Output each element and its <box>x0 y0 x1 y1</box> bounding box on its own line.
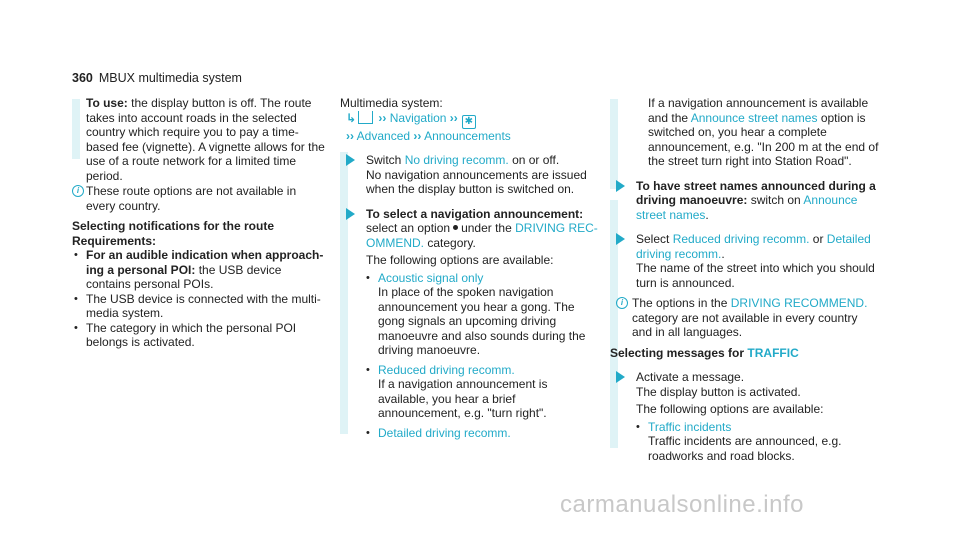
step-4: Select Reduced driving recomm. or Detailed driving recomm.. The name of the street into which you should turn is announced. <box>610 232 880 290</box>
step2-c: category. <box>427 235 476 250</box>
note2-b: category are not available in every country and in all languages. <box>632 310 858 339</box>
column-3 <box>610 96 880 463</box>
note2-a: The options in the <box>632 296 728 310</box>
step2-bold: To select a navigation announcement: <box>366 206 584 221</box>
chevron-icon: ›› <box>413 128 422 143</box>
gear-icon: ✱ <box>462 115 476 129</box>
note-text: These route options are not available in every country. <box>86 184 297 213</box>
watermark: carmanualsonline.info <box>560 491 804 518</box>
opt3-label[interactable]: Detailed driving recomm. <box>378 425 511 440</box>
traffic-heading-a: Selecting messages for <box>610 345 745 360</box>
opt1-label[interactable]: Acoustic signal only <box>378 270 484 285</box>
step-3: To have street names announced during a driving manoeuvre: switch on Announce street names. <box>610 179 880 223</box>
chevron-icon: ›› <box>346 128 354 143</box>
p1-b: option is switched on, you hear a complete announcement, e.g. "In 200 m at the end of the street turn right into Station Road". <box>648 110 879 168</box>
home-icon <box>358 111 373 124</box>
page-header <box>72 71 242 86</box>
step-5 <box>610 370 880 463</box>
step4-link2[interactable]: Detailed driving recomm. <box>636 232 871 261</box>
col3-option-1 <box>636 420 880 464</box>
column-1 <box>72 96 326 350</box>
step4-link1[interactable]: Reduced driving recomm. <box>672 232 810 246</box>
step3-a: switch on <box>750 193 801 207</box>
to-use-para <box>86 96 326 183</box>
step-arrow-icon <box>346 208 355 220</box>
step2-link[interactable]: DRIVING REC-OMMEND. <box>366 221 598 250</box>
path-navigation[interactable]: Navigation <box>389 110 447 125</box>
step4-b: The name of the street into which you should turn is announced. <box>636 261 875 290</box>
requirements-label: Requirements: <box>72 233 157 248</box>
path-arrow-icon: ↳ <box>346 110 357 125</box>
step-arrow-icon <box>616 233 625 245</box>
req1-text: the USB device contains personal POIs. <box>86 262 282 291</box>
radio-dot-icon <box>453 225 458 230</box>
p1-a: If a navigation announcement is available and the <box>648 96 869 125</box>
opt2-label[interactable]: Reduced driving recomm. <box>378 362 515 377</box>
chevron-icon: ›› <box>378 110 387 125</box>
col3-following: The following options are available: <box>636 402 824 416</box>
req1-bold: For an audible indication when approach-ing a personal POI: <box>86 248 324 277</box>
to-use-label: To use: <box>86 96 128 110</box>
col3-opt1-label[interactable]: Traffic incidents <box>648 419 732 434</box>
step1-b: on or off. <box>512 153 560 167</box>
step5-b: The display button is activated. <box>636 384 801 399</box>
col3-para <box>610 96 880 169</box>
step5: Activate a message. <box>636 370 745 384</box>
note2-link[interactable]: DRIVING RECOMMEND. <box>730 296 868 310</box>
traffic-heading <box>610 346 880 361</box>
option-2 <box>366 363 600 421</box>
note-1 <box>72 184 326 213</box>
step-arrow-icon <box>616 371 625 383</box>
traffic-heading-link[interactable]: TRAFFIC <box>747 345 799 360</box>
opt1-text: In place of the spoken navigation announcement you hear a gong. The gong signals an upcoming driving manoeuvre and also sounds during the driving manoeuvre. <box>378 285 586 357</box>
step-2 <box>340 207 600 441</box>
path-advanced[interactable]: Advanced <box>356 128 411 143</box>
column-2 <box>340 96 600 440</box>
chevron-icon: ›› <box>449 110 458 125</box>
step1-c: No navigation announcements are issued when the display button is switched on. <box>366 167 587 196</box>
step2-a: select an option <box>366 221 451 235</box>
page-number: 360 <box>72 71 93 85</box>
step-1 <box>340 153 600 197</box>
step1-link[interactable]: No driving recomm. <box>404 153 509 167</box>
p1-link[interactable]: Announce street names <box>690 110 818 125</box>
col1-bar <box>72 99 80 159</box>
step3-bold: To have street names announced during a driving manoeuvre: <box>636 178 876 207</box>
menu-path <box>340 96 600 143</box>
step-arrow-icon <box>346 154 355 166</box>
option-1 <box>366 271 600 358</box>
step4-or: or <box>812 232 824 246</box>
page-title: MBUX multimedia system <box>98 71 242 85</box>
path-prefix: Multimedia system: <box>340 96 443 110</box>
note-2 <box>610 296 880 340</box>
following-text: The following options are available: <box>366 253 554 267</box>
req-item-1 <box>74 248 326 292</box>
opt2-text: If a navigation announcement is available, you hear a brief announcement, e.g. "turn right". <box>378 377 548 420</box>
info-icon: i <box>72 185 84 197</box>
step1-a: Switch <box>366 153 402 167</box>
option-3 <box>366 426 600 441</box>
path-announcements[interactable]: Announcements <box>424 128 511 143</box>
step2-b: under the <box>461 221 512 235</box>
req-item-3: • The category in which the personal POI belongs is activated. <box>74 321 326 350</box>
req-item-2: • The USB device is connected with the multi-media system. <box>74 292 326 321</box>
step4-a: Select <box>636 232 670 246</box>
step3-link[interactable]: Announce street names <box>636 193 858 222</box>
to-use-text: the display button is off. The route takes into account roads in the selected country which require you to pay a time-based fee (vignette). A vignette allows for the use of a route network for a limited time period. <box>86 96 325 183</box>
step-arrow-icon <box>616 180 625 192</box>
info-icon: i <box>616 297 628 309</box>
col3-opt1-text: Traffic incidents are announced, e.g. roadworks and road blocks. <box>648 434 842 463</box>
section-heading: Selecting notifications for the route <box>72 219 275 233</box>
